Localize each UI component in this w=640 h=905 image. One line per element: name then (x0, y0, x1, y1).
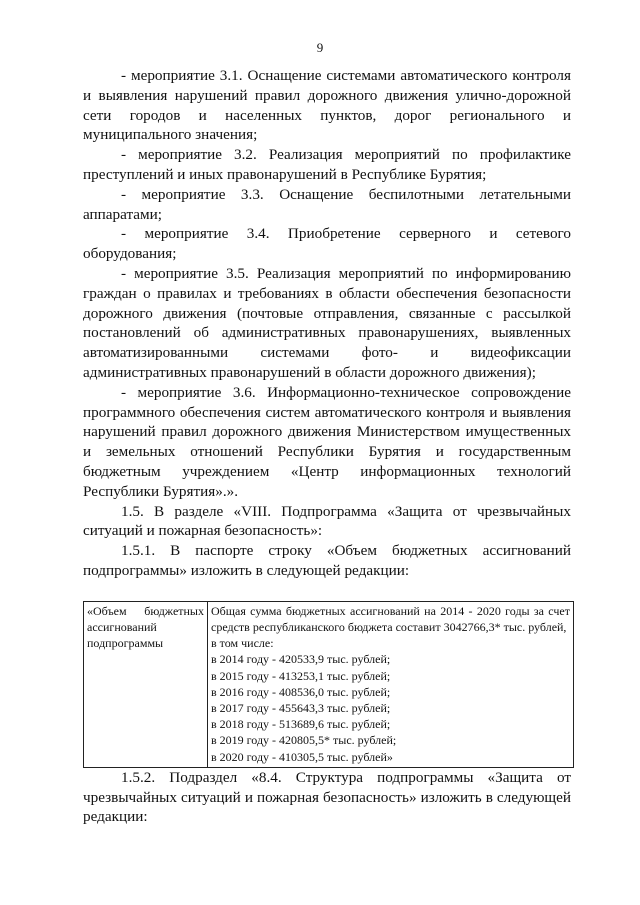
page-number: 9 (316, 40, 324, 55)
paragraph-measure-3-5: - мероприятие 3.5. Реализация мероприятий по информированию граждан о правилах и требованиях в области обеспечения безопасности дорожного движения (почтовые отправления, связанные с рассылкой постановлений об административных правонарушениях, выявленных автоматизированными системами фото- и видеофиксации административных правонарушений в области дорожного движения); (83, 264, 571, 381)
paragraph-section-1-5-1: 1.5.1. В паспорте строку «Объем бюджетных ассигнований подпрограммы» изложить в следующей редакции: (83, 542, 571, 579)
table-label-cell: «Объем бюджетных ассигнований подпрограммы (84, 601, 208, 767)
paragraph-section-1-5: 1.5. В разделе «VIII. Подпрограмма «Защита от чрезвычайных ситуаций и пожарная безопасность»: (83, 502, 571, 540)
budget-passport-table (83, 601, 574, 768)
budget-year-2020: в 2020 году - 410305,5 тыс. рублей» (211, 749, 393, 764)
budget-year-2017: в 2017 году - 455643,3 тыс. рублей; (211, 700, 391, 715)
paragraph-section-1-5-2: 1.5.2. Подраздел «8.4. Структура подпрограммы «Защита от чрезвычайных ситуаций и пожарная безопасность» изложить в следующей редакции: (83, 768, 571, 826)
budget-year-2018: в 2018 году - 513689,6 тыс. рублей; (211, 717, 391, 732)
budget-intro: в том числе: (211, 636, 274, 651)
paragraph-measure-3-4: - мероприятие 3.4. Приобретение серверного и сетевого оборудования; (83, 225, 571, 263)
table-row (84, 601, 574, 767)
budget-year-2016: в 2016 году - 408536,0 тыс. рублей; (211, 684, 391, 699)
budget-year-2015: в 2015 году - 413253,1 тыс. рублей; (211, 668, 391, 683)
budget-year-2019: в 2019 году - 420805,5* тыс. рублей; (211, 733, 397, 748)
budget-summary: Общая сумма бюджетных ассигнований на 2014 - 2020 годы за счет средств республиканского бюджета составит 3042766,3* тыс. рублей, (211, 603, 570, 634)
table-value-cell (208, 601, 574, 767)
paragraph-measure-3-2: - мероприятие 3.2. Реализация мероприятий по профилактике преступлений и иных правонарушений в Республике Бурятия; (83, 146, 571, 183)
paragraph-measure-3-1: - мероприятие 3.1. Оснащение системами автоматического контроля и выявления нарушений правил дорожного движения улично-дорожной сети городов и населенных пунктов, дорог регионального и муниципального значения; (83, 67, 571, 144)
paragraph-measure-3-3: - мероприятие 3.3. Оснащение беспилотными летательными аппаратами; (83, 185, 571, 223)
paragraph-measure-3-6: - мероприятие 3.6. Информационно-техническое сопровождение программного обеспечения систем автоматического контроля и выявления нарушений правил дорожного движения Министерством имущественных и земельных отношений Республики Бурятия и государственным бюджетным учреждением «Центр информационных технологий Республики Бурятия».». (83, 383, 571, 500)
passport-table-wrapper (83, 601, 571, 768)
budget-year-2014: в 2014 году - 420533,9 тыс. рублей; (211, 652, 391, 667)
document-body (83, 66, 571, 827)
